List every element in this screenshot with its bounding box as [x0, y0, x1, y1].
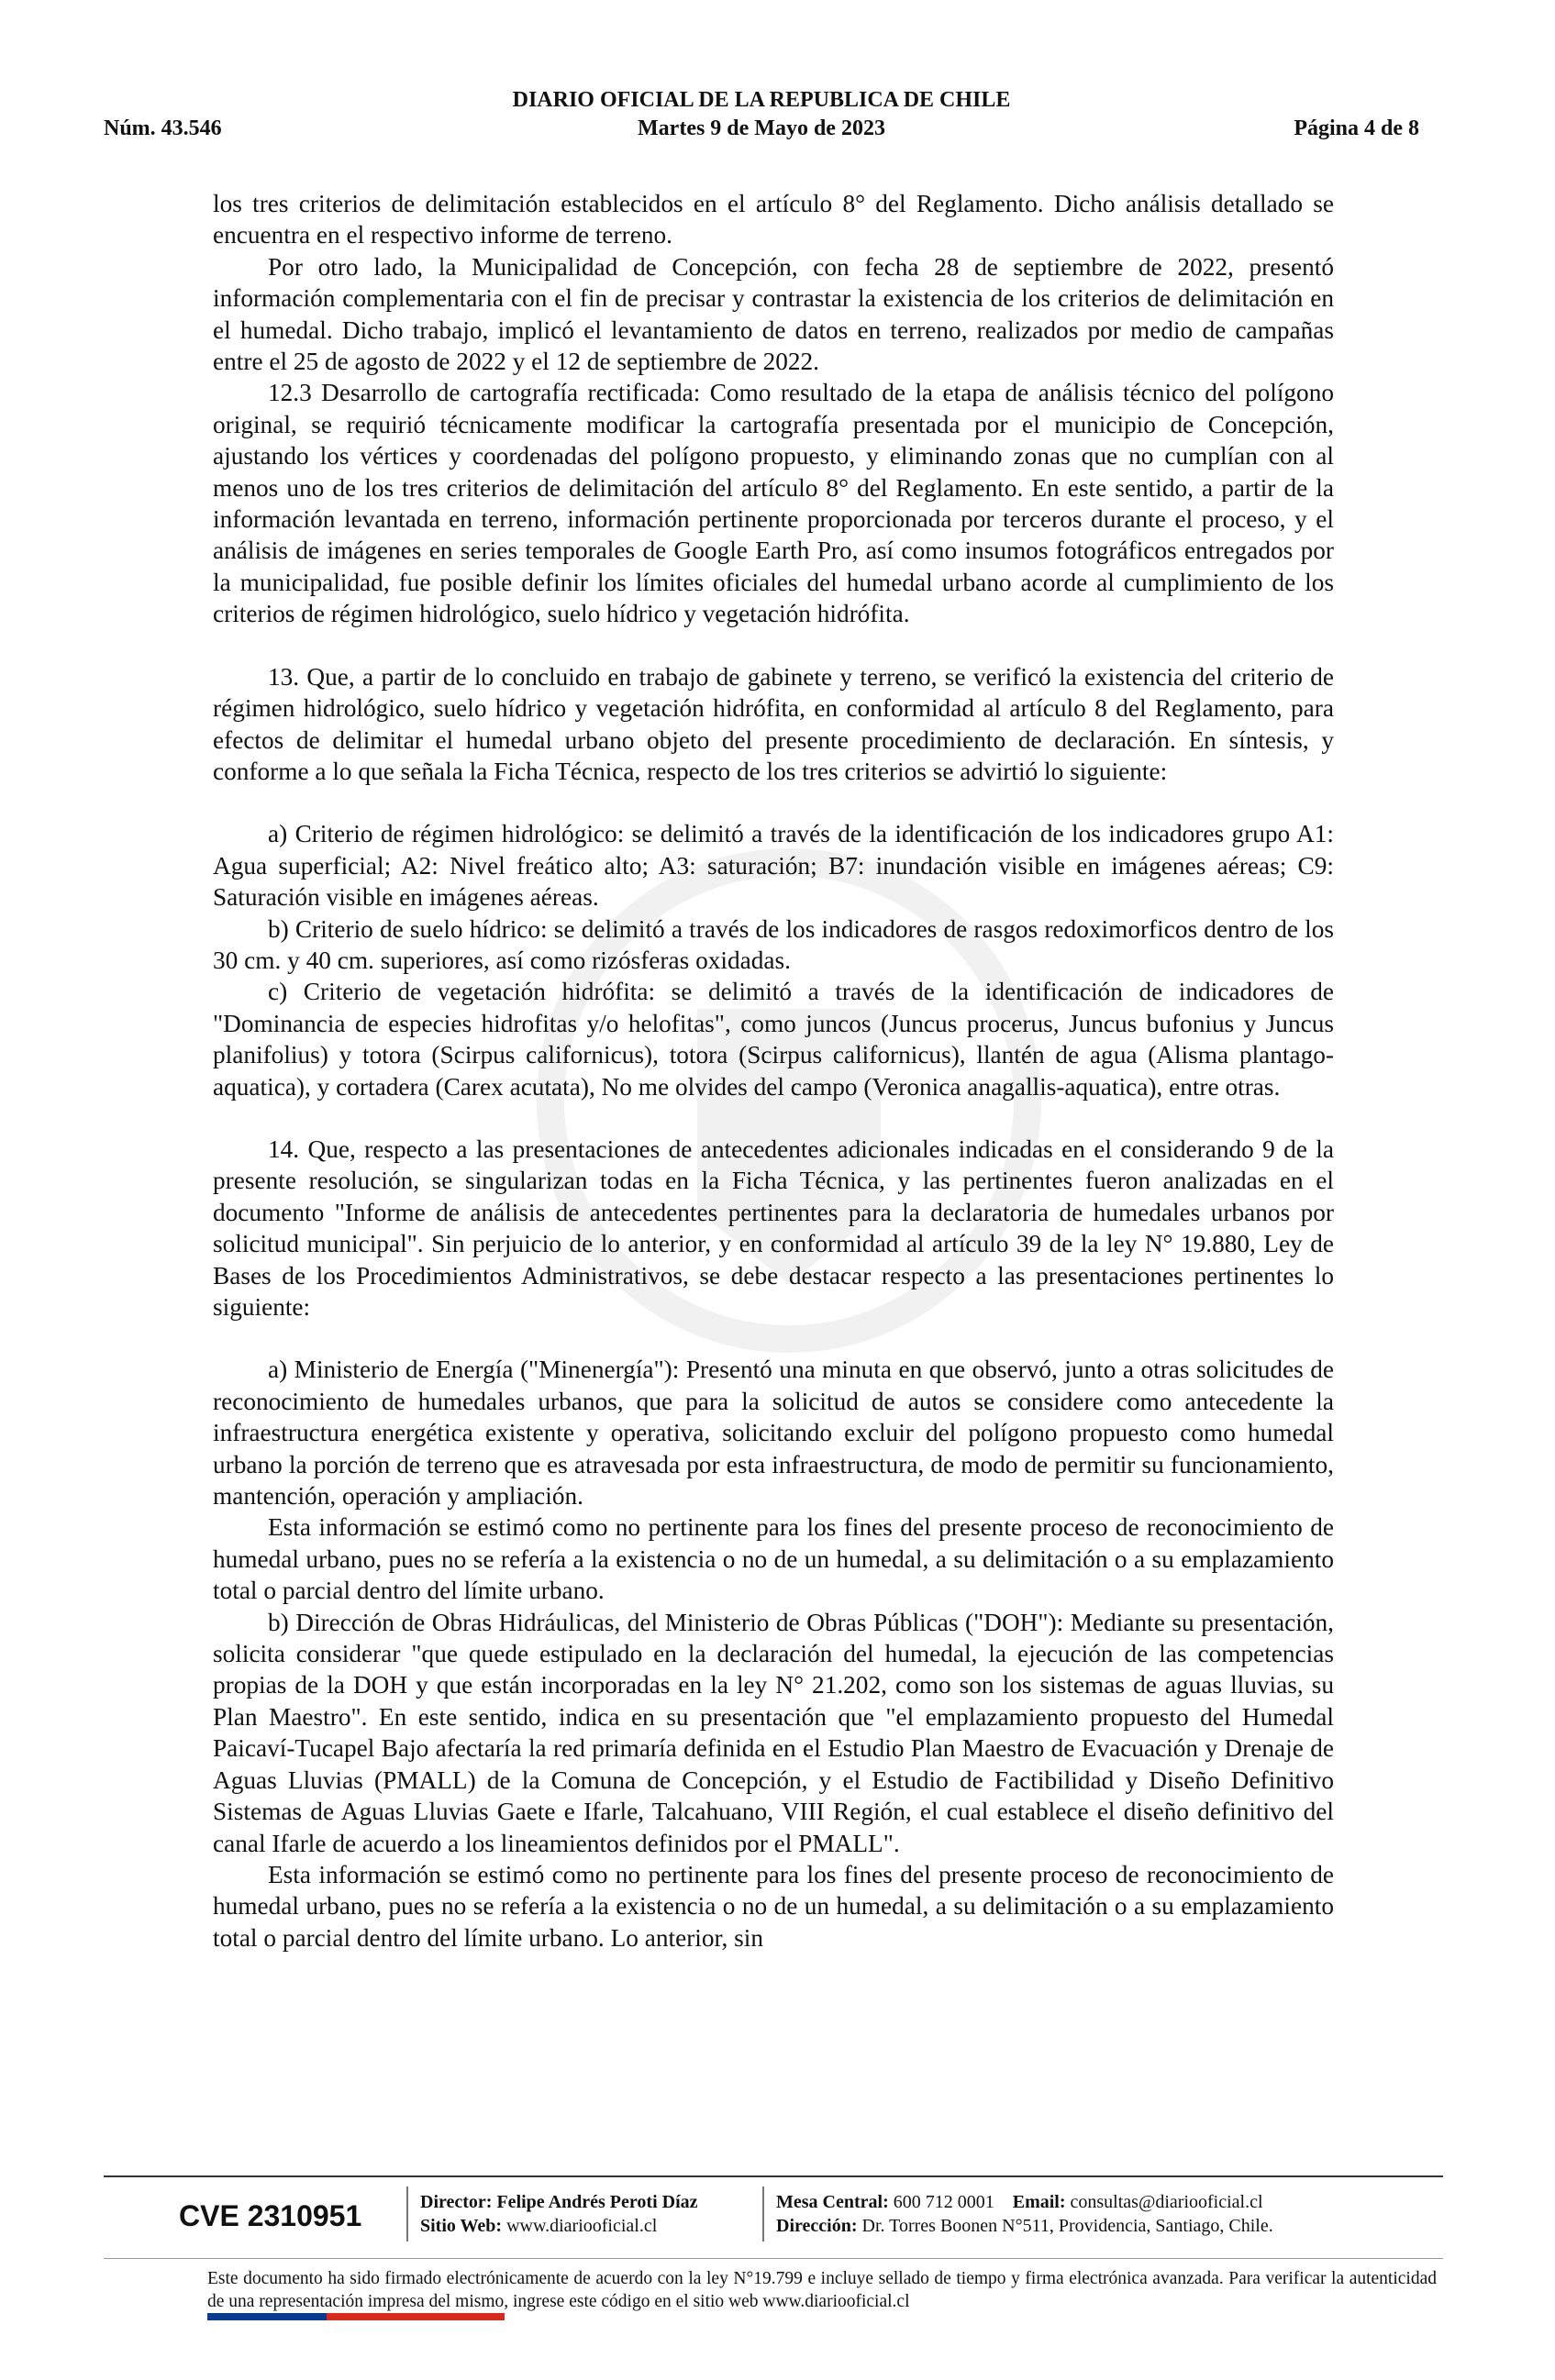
footer-separator	[762, 2186, 764, 2242]
paragraph: 12.3 Desarrollo de cartografía rectificada: Como resultado de la etapa de análisis técnico del polígono original, se requirió técnicamente modificar la cartografía presentada por el municipio de Concepción, ajustando los vértices y coordenadas del polígono propuesto, y eliminando zonas que no cumplían con al menos uno de los tres criterios de delimitación del artículo 8° del Reglamento. En este sentido, a partir de la información levantada en terreno, información pertinente proporcionada por terceros durante el proceso, y el análisis de imágenes en series temporales de Google Earth Pro, así como insumos fotográficos entregados por la municipalidad, fue posible definir los límites oficiales del humedal urbano acorde al cumplimiento de los criterios de régimen hidrológico, suelo hídrico y vegetación hidrófita.	[213, 379, 1334, 628]
list-item: b) Dirección de Obras Hidráulicas, del Ministerio de Obras Públicas ("DOH"): Mediante su presentación, solicita considerar "que quede estipulado en la declaración del humedal, la ejecución de las competencias propias de la DOH y que están incorporadas en la ley N° 21.202, como son los sistemas de aguas lluvias, su Plan Maestro". En este sentido, indica en su presentación que "el emplazamiento propuesto del Humedal Paicaví-Tucapel Bajo afectaría la red primaría definida en el Estudio Plan Maestro de Evacuación y Drenaje de Aguas Lluvias (PMALL) de la Comuna de Concepción, y el Estudio de Factibilidad y Diseño Definitivo Sistemas de Aguas Lluvias Gaete e Ifarle, Talcahuano, VIII Región, el cual establece el diseño definitivo del canal Ifarle de acuerdo a los lineamientos definidos por el PMALL".	[213, 1608, 1334, 1857]
email-label: Email:	[1012, 2192, 1066, 2212]
issue-number: Núm. 43.546	[104, 116, 222, 140]
footer-separator	[406, 2186, 408, 2242]
email-link[interactable]: consultas@diariooficial.cl	[1070, 2192, 1263, 2212]
publication-title: DIARIO OFICIAL DE LA REPUBLICA DE CHILE	[512, 88, 1011, 112]
website-label: Sitio Web:	[420, 2216, 503, 2236]
director-label: Director:	[420, 2192, 493, 2212]
list-item: b) Criterio de suelo hídrico: se delimitó a través de los indicadores de rasgos redoximorficos dentro de los 30 cm. y 40 cm. superiores, así como rizósferas oxidadas.	[213, 914, 1334, 974]
cve-code: CVE 2310951	[179, 2199, 362, 2232]
footer-divider	[104, 2175, 1443, 2177]
list-item: a) Ministerio de Energía ("Minenergía"): Presentó una minuta en que observó, junto a otras solicitudes de reconocimiento de humedales urbanos, que para la solicitud de autos se considere como antecedente la infraestructura energética existente y operativa, solicitando excluir del polígono propuesto como humedal urbano la porción de terreno que es atravesada por esta infraestructura, de modo de permitir su funcionamiento, mantención, operación y ampliación.	[213, 1356, 1334, 1511]
flag-segment	[267, 2313, 327, 2320]
phone-number: 600 712 0001	[893, 2192, 994, 2212]
flag-segment	[207, 2313, 267, 2320]
paragraph: 14. Que, respecto a las presentaciones de antecedentes adicionales indicadas en el considerando 9 de la presente resolución, se singularizan todas en la Ficha Técnica, y las pertinentes fueron analizadas en el documento "Informe de análisis de antecedentes pertinentes para la declaratoria de humedales urbanos por solicitud municipal". Sin perjuicio de lo anterior, y en conformidad al artículo 39 de la ley N° 19.880, Ley de Bases de los Procedimientos Administrativos, se debe destacar respecto a las presentaciones pertinentes lo siguiente:	[213, 1135, 1334, 1321]
phone-label: Mesa Central:	[776, 2192, 889, 2212]
footer-contact-block	[776, 2190, 1273, 2238]
flag-segment	[385, 2313, 445, 2320]
website-link[interactable]: www.diariooficial.cl	[506, 2216, 658, 2236]
legal-notice: Este documento ha sido firmado electrónicamente de acuerdo con la ley N°19.799 e incluye sellado de tiempo y firma electrónica avanzada. Para verificar la autenticidad de una representación impresa del mismo, ingrese este código en el sitio web www.diariooficial.cl	[207, 2269, 1437, 2311]
footer-divider	[104, 2258, 1443, 2259]
page-number: Página 4 de 8	[1294, 116, 1419, 140]
paragraph: Esta información se estimó como no pertinente para los fines del presente proceso de reconocimiento de humedal urbano, pues no se refería a la existencia o no de un humedal, a su delimitación o a su emplazamiento total o parcial dentro del límite urbano.	[213, 1513, 1334, 1605]
flag-stripe	[207, 2313, 505, 2320]
address-value: Dr. Torres Boonen N°511, Providencia, Santiago, Chile.	[861, 2216, 1273, 2236]
document-body	[213, 188, 1334, 1954]
address-label: Dirección:	[776, 2216, 858, 2236]
list-item: a) Criterio de régimen hidrológico: se delimitó a través de la identificación de los indicadores grupo A1: Agua superficial; A2: Nivel freático alto; A3: saturación; B7: inundación visible en imágenes aéreas; C9: Saturación visible en imágenes aéreas.	[213, 820, 1334, 912]
flag-segment	[445, 2313, 505, 2320]
page-header	[104, 88, 1419, 145]
paragraph: los tres criterios de delimitación establecidos en el artículo 8° del Reglamento. Dicho análisis detallado se encuentra en el respectivo informe de terreno.	[213, 190, 1334, 249]
paragraph: Por otro lado, la Municipalidad de Concepción, con fecha 28 de septiembre de 2022, presentó información complementaria con el fin de precisar y contrastar la existencia de los criterios de delimitación en el humedal. Dicho trabajo, implicó el levantamiento de datos en terreno, realizados por medio de campañas entre el 25 de agosto de 2022 y el 12 de septiembre de 2022.	[213, 252, 1334, 376]
footer-director-block	[420, 2190, 698, 2238]
list-item: c) Criterio de vegetación hidrófita: se delimitó a través de la identificación de indicadores de "Dominancia de especies hidrofitas y/o helofitas", como juncos (Juncus procerus, Juncus bufonius y Juncus planifolius) y totora (Scirpus californicus), totora (Scirpus californicus), llantén de agua (Alisma plantago-aquatica), y cortadera (Carex acutata), No me olvides del campo (Veronica anagallis-aquatica), entre otras.	[213, 978, 1334, 1101]
paragraph: 13. Que, a partir de lo concluido en trabajo de gabinete y terreno, se verificó la existencia del criterio de régimen hidrológico, suelo hídrico y vegetación hidrófita, en conformidad al artículo 8 del Reglamento, para efectos de delimitar el humedal urbano objeto del presente procedimiento de declaración. En síntesis, y conforme a lo que señala la Ficha Técnica, respecto de los tres criterios se advirtió lo siguiente:	[213, 662, 1334, 785]
director-name: Felipe Andrés Peroti Díaz	[496, 2192, 698, 2212]
flag-segment	[327, 2313, 386, 2320]
issue-date: Martes 9 de Mayo de 2023	[638, 116, 885, 140]
paragraph: Esta información se estimó como no pertinente para los fines del presente proceso de reconocimiento de humedal urbano, pues no se refería a la existencia o no de un humedal, a su delimitación o a su emplazamiento total o parcial dentro del límite urbano. Lo anterior, sin	[213, 1860, 1334, 1952]
